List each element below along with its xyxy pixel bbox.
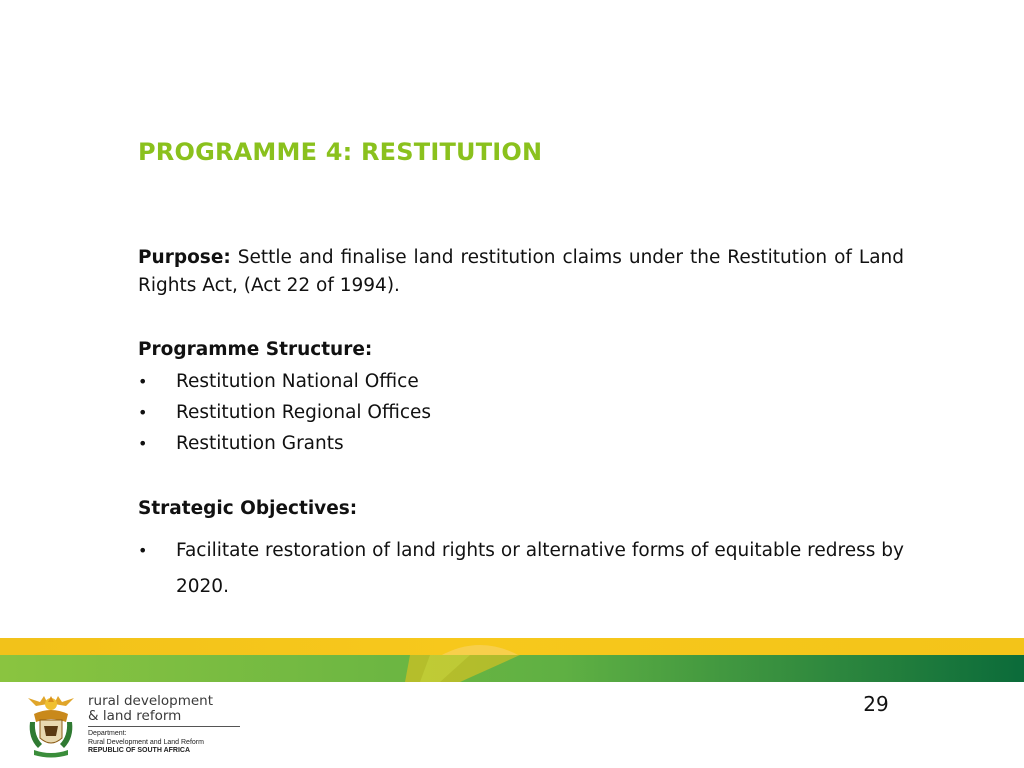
- structure-item-national-office: Restitution National Office: [176, 371, 419, 392]
- department-wordmark: [88, 694, 242, 756]
- structure-list: [138, 366, 904, 459]
- department-name: Rural Development and Land Reform: [88, 738, 204, 746]
- footer-banner: [0, 636, 1024, 684]
- department-label: Department:: [88, 730, 127, 737]
- list-item: [138, 397, 904, 428]
- list-item: [138, 366, 904, 397]
- banner-green-stripe: [0, 655, 1024, 682]
- objectives-heading: Strategic Objectives:: [138, 498, 358, 519]
- structure-item-grants: Restitution Grants: [176, 433, 344, 454]
- purpose-label: Purpose:: [138, 247, 231, 268]
- slide-title: PROGRAMME 4: RESTITUTION: [138, 138, 543, 166]
- slide-content: [138, 244, 904, 605]
- bullet-icon: •: [138, 372, 148, 391]
- list-item: [138, 428, 904, 459]
- bullet-icon: •: [138, 541, 148, 560]
- objective-item: Facilitate restoration of land rights or alternative forms of equitable redress by 2020.: [176, 540, 904, 597]
- bullet-icon: •: [138, 403, 148, 422]
- structure-heading: Programme Structure:: [138, 339, 373, 360]
- bullet-icon: •: [138, 434, 148, 453]
- structure-item-regional-offices: Restitution Regional Offices: [176, 402, 432, 423]
- objectives-list: [138, 533, 904, 605]
- department-logo: [26, 692, 226, 762]
- page-number: 29: [863, 692, 889, 716]
- country-name: REPUBLIC OF SOUTH AFRICA: [88, 747, 191, 754]
- brand-line-2: & land reform: [88, 708, 182, 724]
- brand-line-1: rural development: [88, 693, 214, 709]
- list-item: [138, 533, 904, 605]
- brand-divider: [88, 726, 240, 727]
- purpose-paragraph: [138, 244, 904, 300]
- coat-of-arms-icon: [26, 692, 76, 760]
- purpose-text: Settle and finalise land restitution claims under the Restitution of Land Rights Act, (Act 22 of 1994).: [138, 247, 904, 296]
